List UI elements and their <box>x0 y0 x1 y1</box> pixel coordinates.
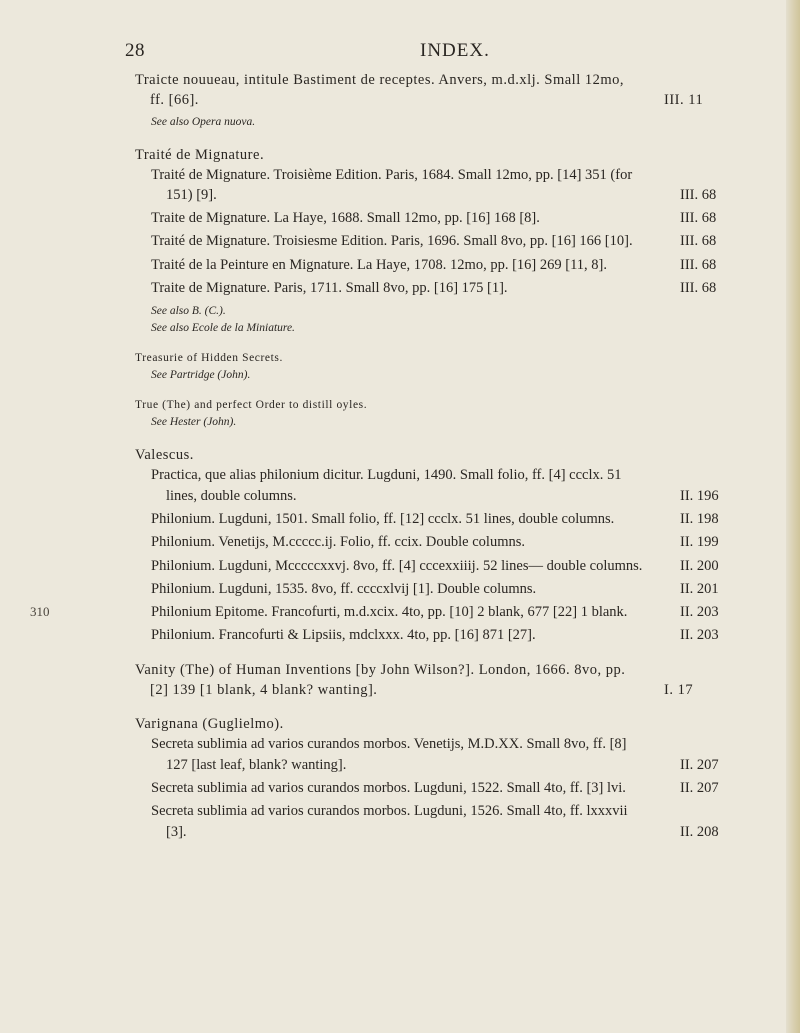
entry-text: Traicte nouueau, intitule Bastiment de receptes. Anvers, m.d.xlj. Small 12mo, ff. [66]. <box>135 72 624 109</box>
index-entry: Philonium. Venetijs, M.ccccc.ij. Folio, ff. ccix. Double columns. II. 199 <box>151 532 646 552</box>
volume-page-ref: II. 208 <box>680 823 719 840</box>
volume-page-ref: II. 207 <box>680 779 719 796</box>
index-entry: Traité de la Peinture en Mignature. La Haye, 1708. 12mo, pp. [16] 269 [11, 8]. III. 68 <box>151 255 646 275</box>
index-entry: Secreta sublimia ad varios curandos morbos. Venetijs, M.D.XX. Small 8vo, ff. [8] 127 [last leaf, blank? wanting]. II. 207 <box>151 734 646 775</box>
volume-page-ref: II. 203 <box>680 604 719 621</box>
index-entry: Philonium. Lugduni, 1501. Small folio, ff. [12] ccclx. 51 lines, double columns. II. 198 <box>151 509 646 529</box>
index-entry: Traité de Mignature. Troisième Edition. Paris, 1684. Small 12mo, pp. [14] 351 (for 151) [9]. III. 68 <box>151 165 646 206</box>
index-entry: Secreta sublimia ad varios curandos morbos. Lugduni, 1522. Small 4to, ff. [3] lvi. II. 207 <box>151 778 646 798</box>
index-entry-traicte <box>135 70 786 111</box>
index-body <box>0 70 786 842</box>
volume-page-ref: II. 207 <box>680 756 719 773</box>
volume-page-ref: II. 201 <box>680 580 719 597</box>
see-also: See Hester (John). <box>151 416 237 429</box>
see-also: See also Ecole de la Miniature. <box>151 322 295 335</box>
index-heading: Treasurie of Hidden Secrets. <box>135 352 283 365</box>
volume-page-ref: III. 68 <box>680 256 717 273</box>
volume-page-ref: II. 203 <box>680 627 719 644</box>
volume-page-ref: II. 198 <box>680 510 719 527</box>
index-heading: Varignana (Guglielmo). <box>135 716 284 733</box>
page-title: INDEX. <box>420 40 490 61</box>
index-heading: Valescus. <box>135 447 194 464</box>
page-number: 28 <box>125 40 145 61</box>
volume-page-ref: II. 196 <box>680 487 719 504</box>
volume-page-ref: III. 68 <box>680 280 717 297</box>
volume-page-ref: III. 68 <box>680 233 717 250</box>
index-entry: Traite de Mignature. La Haye, 1688. Small 12mo, pp. [16] 168 [8]. III. 68 <box>151 208 646 228</box>
index-entry-vanity: Vanity (The) of Human Inventions [by John Wilson?]. London, 1666. 8vo, pp. [2] 139 [1 blank, 4 blank? wanting]. I. 17 <box>135 660 786 701</box>
index-entry: Secreta sublimia ad varios curandos morbos. Lugduni, 1526. Small 4to, ff. lxxxvii [3]. II. 208 <box>151 801 646 842</box>
margin-note: 310 <box>30 604 50 619</box>
index-entry: Practica, que alias philonium dicitur. Lugduni, 1490. Small folio, ff. [4] ccclx. 51 lines, double columns. II. 196 <box>151 465 646 506</box>
volume-page-ref: III. 68 <box>680 186 717 203</box>
volume-page-ref: III. 11 <box>664 92 704 109</box>
page-header <box>0 40 786 64</box>
index-entry: Philonium Epitome. Francofurti, m.d.xcix. 4to, pp. [10] 2 blank, 677 [22] 1 blank. II. 203 <box>151 602 646 622</box>
volume-page-ref: I. 17 <box>664 682 694 699</box>
volume-page-ref: II. 199 <box>680 534 719 551</box>
volume-page-ref: II. 200 <box>680 557 719 574</box>
see-also: See also B. (C.). <box>151 305 226 318</box>
see-also: See Partridge (John). <box>151 369 251 382</box>
see-also: See also Opera nuova. <box>151 115 256 128</box>
volume-page-ref: III. 68 <box>680 210 717 227</box>
index-heading: Traité de Mignature. <box>135 146 265 163</box>
index-entry: Philonium. Lugduni, Mcccccxxvj. 8vo, ff. [4] cccexxiiij. 52 lines— double columns. II. 200 <box>151 556 646 576</box>
index-entry: Philonium. Francofurti & Lipsiis, mdclxxx. 4to, pp. [16] 871 [27]. II. 203 <box>151 625 646 645</box>
index-heading: True (The) and perfect Order to distill oyles. <box>135 399 368 412</box>
index-entry: Traité de Mignature. Troisiesme Edition. Paris, 1696. Small 8vo, pp. [16] 166 [10]. III. 68 <box>151 231 646 251</box>
index-entry: Traite de Mignature. Paris, 1711. Small 8vo, pp. [16] 175 [1]. III. 68 <box>151 278 646 298</box>
index-entry: Philonium. Lugduni, 1535. 8vo, ff. ccccxlvij [1]. Double columns. II. 201 <box>151 579 646 599</box>
page-edge <box>786 0 800 1033</box>
